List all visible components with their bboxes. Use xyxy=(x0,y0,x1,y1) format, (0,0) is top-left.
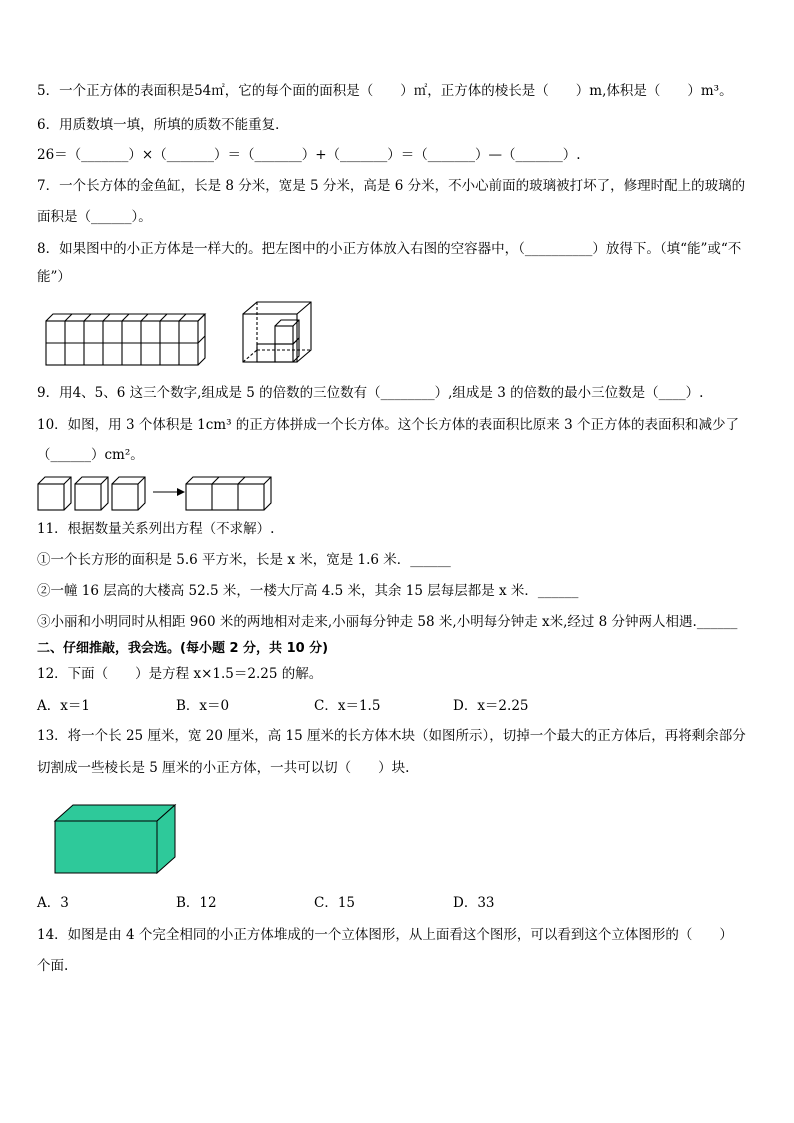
question-7-line1: 7．一个长方体的金鱼缸，长是 8 分米，宽是 5 分米，高是 6 分米，不小心前面的玻璃被打坏了，修理时配上的玻璃的 xyxy=(37,178,746,194)
question-8-line2: 能”） xyxy=(37,269,71,285)
question-14-line1: 14．如图是由 4 个完全相同的小正方体堆成的一个立体图形，从上面看这个图形，可以看到这个立体图形的（ ） xyxy=(37,927,733,943)
three-cubes-figure xyxy=(37,476,272,512)
q13-option-d: D．33 xyxy=(453,895,495,911)
question-10-line2: （______）cm²。 xyxy=(37,447,144,463)
q13-option-b: B．12 xyxy=(176,895,217,911)
wood-block-figure xyxy=(53,803,177,875)
question-8-line1: 8．如果图中的小正方体是一样大的。把左图中的小正方体放入右图的空容器中，（__________）放得下。（填“能”或“不 xyxy=(37,241,742,257)
q12-option-b: B．x＝0 xyxy=(176,698,230,714)
q12-option-d: D．x＝2.25 xyxy=(453,698,529,714)
question-6-title: 6．用质数填一填，所填的质数不能重复． xyxy=(37,117,289,133)
q12-option-a: A．x＝1 xyxy=(37,698,90,714)
section-2-heading: 二、仔细推敲，我会选。(每小题 2 分，共 10 分) xyxy=(37,641,329,656)
q12-option-c: C．x＝1.5 xyxy=(314,698,381,714)
question-11-item2: ②一幢 16 层高的大楼高 52.5 米，一楼大厅高 4.5 米，其余 15 层每层都是 x 米．______ xyxy=(37,583,579,599)
question-5: 5．一个正方体的表面积是54㎡，它的每个面的面积是（ ）㎡，正方体的棱长是（ ）m,体积是（ ）m³。 xyxy=(37,83,733,99)
question-14-line2: 个面. xyxy=(37,958,69,974)
container-figure xyxy=(241,300,313,366)
question-13-line1: 13．将一个长 25 厘米，宽 20 厘米，高 15 厘米的长方体木块（如图所示），切掉一个最大的正方体后，再将剩余部分 xyxy=(37,728,746,744)
question-11-title: 11．根据数量关系列出方程（不求解）. xyxy=(37,521,275,537)
question-11-item1: ①一个长方形的面积是 5.6 平方米，长是 x 米，宽是 1.6 米．______ xyxy=(37,552,451,568)
question-12: 12．下面（ ）是方程 x×1.5＝2.25 的解。 xyxy=(37,666,323,682)
q13-option-c: C．15 xyxy=(314,895,356,911)
q13-option-a: A．3 xyxy=(37,895,69,911)
question-10-line1: 10．如图，用 3 个体积是 1cm³ 的正方体拼成一个长方体。这个长方体的表面积比原来 3 个正方体的表面积和减少了 xyxy=(37,417,739,433)
question-13-line2: 切割成一些棱长是 5 厘米的小正方体，一共可以切（ ）块. xyxy=(37,760,410,776)
question-6-equation: 26＝（_______）×（_______）＝（_______）+（_______）＝（_______）—（_______）. xyxy=(37,147,581,163)
question-7-line2: 面积是（______）。 xyxy=(37,209,152,225)
cube-row-figure xyxy=(45,305,230,367)
question-9: 9．用4、5、6 这三个数字,组成是 5 的倍数的三位数有（________）,组成是 3 的倍数的最小三位数是（____）. xyxy=(37,385,704,401)
question-11-item3: ③小丽和小明同时从相距 960 米的两地相对走来,小丽每分钟走 58 米,小明每分钟走 x米,经过 8 分钟两人相遇.______ xyxy=(37,614,738,630)
